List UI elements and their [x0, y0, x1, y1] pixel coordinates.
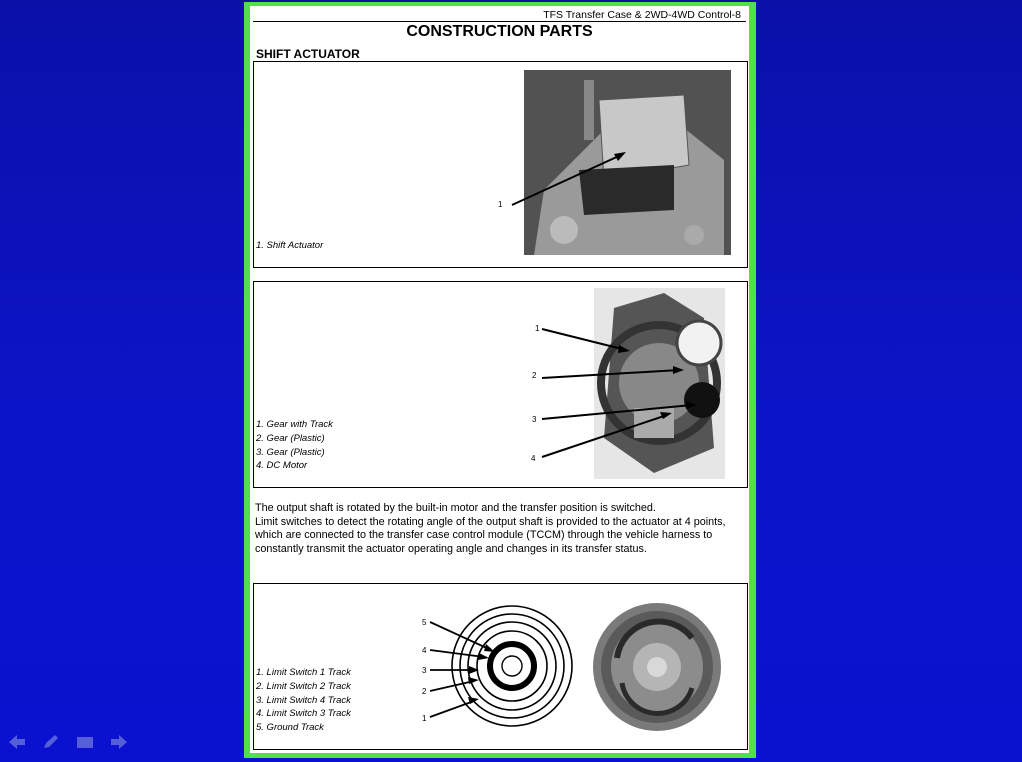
page-title: CONSTRUCTION PARTS: [406, 23, 593, 40]
caption-line: 2. Limit Switch 2 Track: [256, 680, 351, 692]
document-header: TFS Transfer Case & 2WD-4WD Control-8: [543, 9, 741, 21]
description-line: constantly transmit the actuator operating angle and changes in its transfer status.: [255, 542, 647, 555]
caption-line: 1. Limit Switch 1 Track: [256, 667, 351, 678]
section-title: SHIFT ACTUATOR: [256, 47, 360, 61]
caption-line: 3. Limit Switch 4 Track: [256, 694, 351, 706]
description-line: Limit switches to detect the rotating angle of the output shaft is provided to the actuator at 4 points,: [255, 515, 726, 528]
callout-2: 2: [532, 371, 537, 380]
callout-5: 5: [422, 618, 427, 627]
slide-frame: [244, 2, 756, 758]
callout-1: 1: [422, 714, 427, 723]
callout-4: 4: [422, 646, 427, 655]
caption-line: 4. DC Motor: [256, 460, 308, 472]
description-line: The output shaft is rotated by the built-in motor and the transfer position is switched.: [255, 502, 656, 514]
document-page: [250, 6, 749, 753]
description-line: which are connected to the transfer case control module (TCCM) through the vehicle harness to: [255, 529, 713, 542]
header-divider: [253, 21, 746, 22]
previous-arrow-icon[interactable]: [8, 734, 26, 750]
pen-icon[interactable]: [42, 734, 60, 750]
slide-menu-icon[interactable]: [76, 734, 94, 750]
callout-3: 3: [422, 666, 427, 675]
callout-arrows: [254, 282, 749, 489]
figure-limit-switch-tracks: [253, 583, 748, 750]
callout-1: 1: [498, 200, 503, 209]
description-paragraph: [255, 502, 745, 556]
caption-line: 1. Shift Actuator: [256, 240, 324, 251]
callout-3: 3: [532, 415, 537, 424]
caption-line: 4. Limit Switch 3 Track: [256, 708, 351, 720]
next-arrow-icon[interactable]: [110, 734, 128, 750]
slide-navigation: [8, 734, 128, 750]
figure-actuator-internals: [253, 281, 748, 488]
caption-line: 2. Gear (Plastic): [256, 432, 325, 444]
callout-1: 1: [535, 324, 540, 333]
callout-arrows: [254, 62, 749, 269]
caption-line: 5. Ground Track: [256, 722, 324, 734]
figure-shift-actuator: [253, 61, 748, 268]
callout-2: 2: [422, 687, 427, 696]
caption-line: 1. Gear with Track: [256, 419, 333, 430]
caption-line: 3. Gear (Plastic): [256, 446, 325, 458]
track-gear-photo: [592, 598, 722, 736]
callout-4: 4: [531, 454, 536, 463]
